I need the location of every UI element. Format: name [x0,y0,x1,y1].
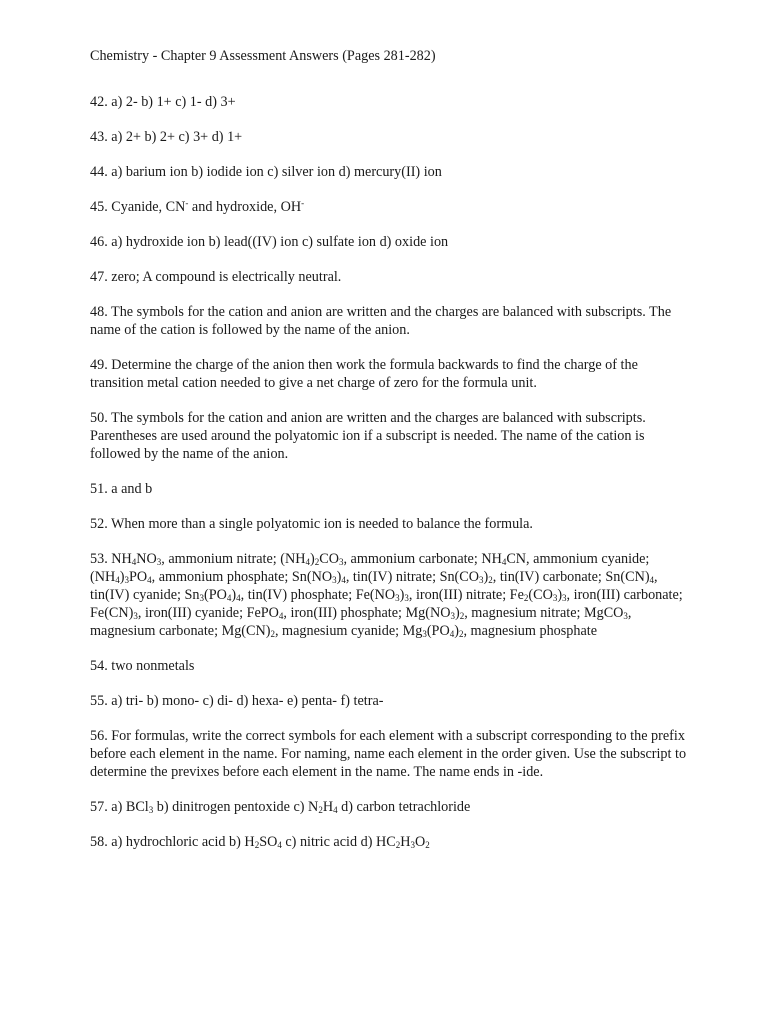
document-page [90,47,690,868]
answer-44: 44. a) barium ion b) iodide ion c) silver ion d) mercury(II) ion [90,164,442,180]
answer-48: 48. The symbols for the cation and anion are written and the charges are balanced with subscripts. The name of the cation is followed by the name of the anion. [90,304,672,338]
answers-list [90,93,690,851]
answer-51: 51. a and b [90,481,153,497]
answer-42: 42. a) 2- b) 1+ c) 1- d) 3+ [90,94,236,110]
answer-45: 45. Cyanide, CN- and hydroxide, OH- [90,198,305,215]
answer-55: 55. a) tri- b) mono- c) di- d) hexa- e) penta- f) tetra- [90,693,384,709]
answer-56: 56. For formulas, write the correct symbols for each element with a subscript corresponding to the prefix before each element in the name. For naming, name each element in the order given. Use the subscript to determine the previxes before each element in the name. The name ends in -ide. [90,728,687,780]
answer-46: 46. a) hydroxide ion b) lead((IV) ion c) sulfate ion d) oxide ion [90,234,449,250]
answer-53: 53. $NH_4NO_3$, ammonium nitrate; $(NH_4)_2CO_3$, ammonium carbonate; $NH_4CN$, ammonium cyanide; $(NH_4)_3PO_4$, ammonium phosphate; $Sn(NO_3)_4$, tin(IV) nitrate; $Sn(CO_3)_2$, tin(IV) carbonate; $Sn(CN)_4$, tin(IV) cyanide; $Sn_3(PO_4)_4$, tin(IV) phosphate; $Fe(NO_3)_3$, iron(III) nitrate; $Fe_2(CO_3)_3$, iron(III) carbonate; $Fe(CN)_3$, iron(III) cyanide; FePO$_4$, iron(III) phosphate; $Mg(NO_3)_2$, magnesium nitrate; MgCO$_3$, magnesium carbonate; $Mg(CN)_2$, magnesium cyanide; $Mg_3(PO_4)_2$, magnesium phosphate [90,551,683,639]
answer-47: 47. zero; A compound is electrically neutral. [90,269,342,285]
answer-57: 57. a) BCl$_3$ b) dinitrogen pentoxide c) $N_2H_4$ d) carbon tetrachloride [90,799,471,815]
answer-49: 49. Determine the charge of the anion then work the formula backwards to find the charge of the transition metal cation needed to give a net charge of zero for the formula unit. [90,357,638,391]
answer-50: 50. The symbols for the cation and anion are written and the charges are balanced with subscripts. Parentheses are used around the polyatomic ion if a subscript is needed. The name of the cation is followed by the name of the anion. [90,410,646,462]
answer-43: 43. a) 2+ b) 2+ c) 3+ d) 1+ [90,129,243,145]
answer-54: 54. two nonmetals [90,658,195,674]
answer-52: 52. When more than a single polyatomic ion is needed to balance the formula. [90,516,533,532]
document-title: Chemistry - Chapter 9 Assessment Answers (Pages 281-282) [90,48,436,64]
answer-58: 58. a) hydrochloric acid b) $H_2SO_4$ c) nitric acid d) $HC_2H_3O_2$ [90,834,430,850]
